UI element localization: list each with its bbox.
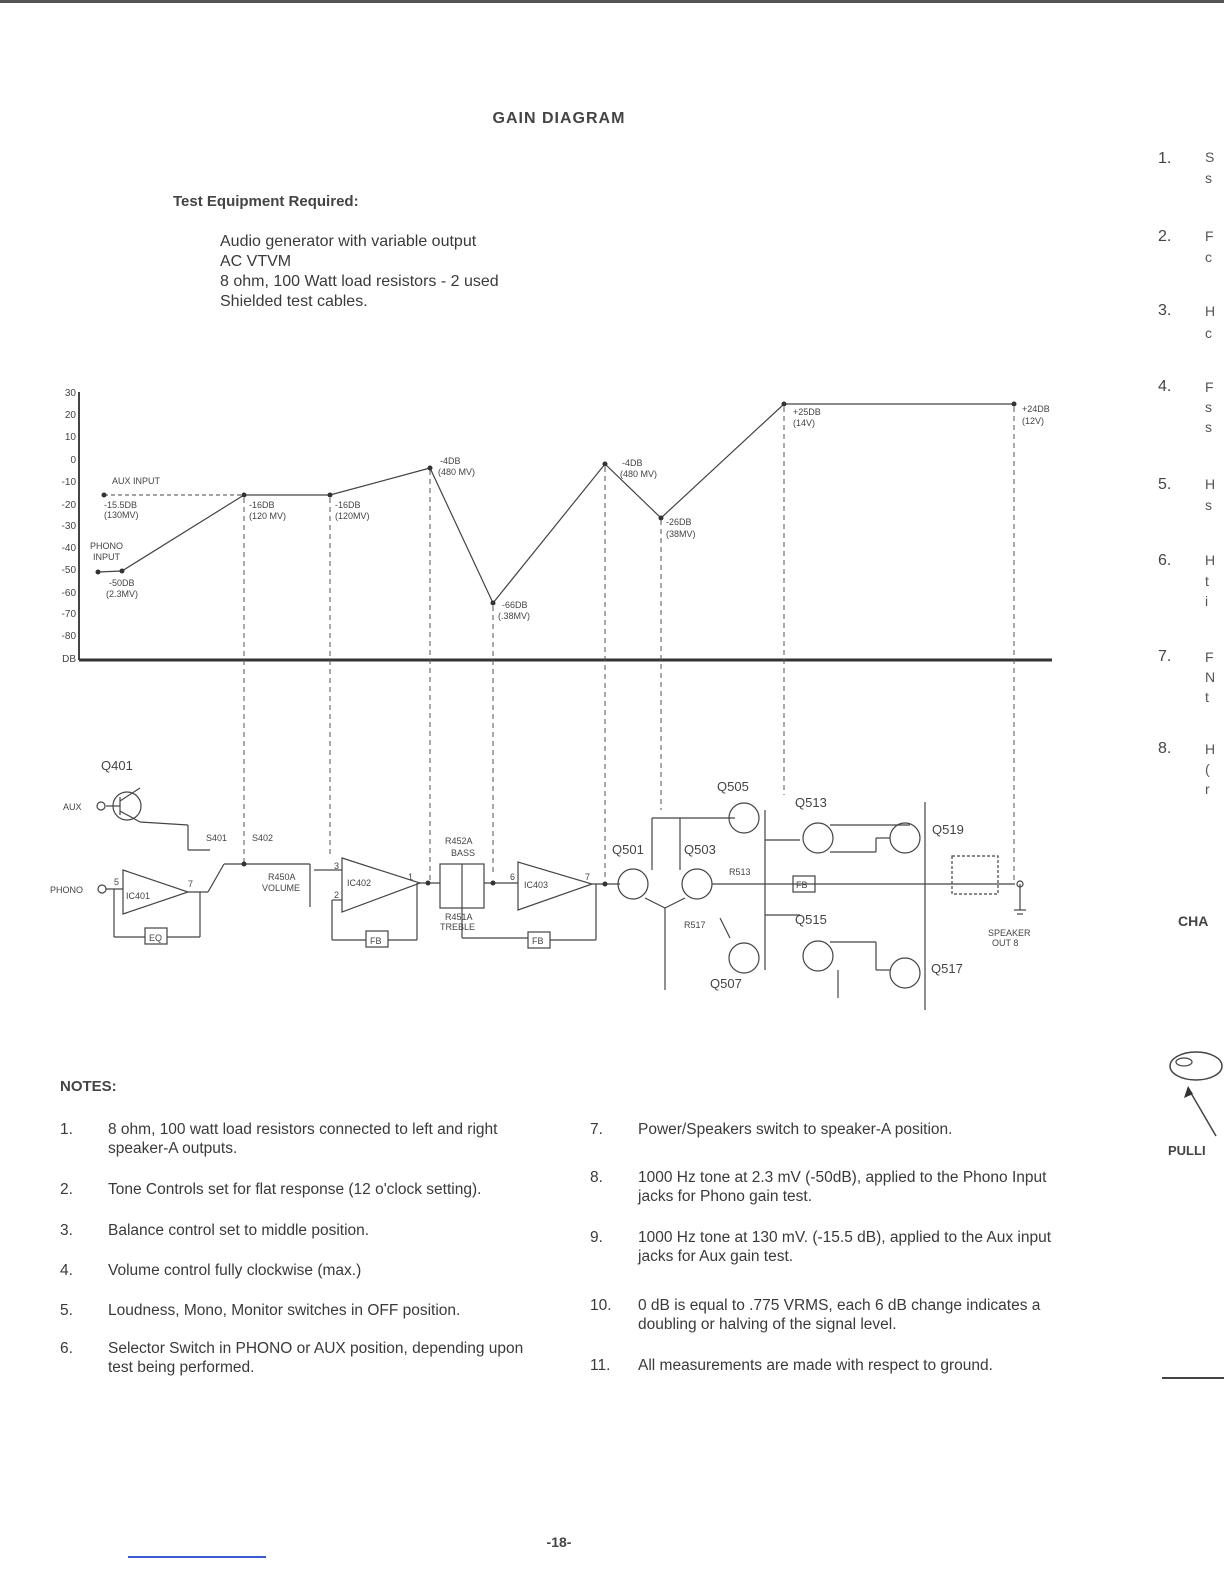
- margin-letter: t: [1205, 573, 1209, 589]
- y-tick: -30: [61, 521, 76, 532]
- bass-label: BASS: [451, 848, 476, 858]
- q519-transistor: [890, 823, 920, 853]
- level-label: -4DB: [622, 458, 643, 468]
- gain-point: [242, 493, 247, 498]
- level-label: (480 MV): [438, 467, 476, 477]
- speaker-label: SPEAKER: [988, 928, 1031, 938]
- note-number: 1.: [60, 1121, 73, 1138]
- pointer-arrow: [1184, 1086, 1193, 1098]
- y-tick: 20: [64, 410, 76, 421]
- y-tick: 10: [64, 432, 76, 443]
- gain-point: [491, 601, 496, 606]
- margin-number: 1.: [1158, 150, 1172, 167]
- s401-switch: [208, 864, 224, 892]
- note-item: [60, 1339, 540, 1377]
- gain-point: [328, 493, 333, 498]
- note-text: 8 ohm, 100 watt load resistors connected to left and right speaker-A outputs.: [108, 1121, 498, 1157]
- note-number: 11.: [590, 1357, 611, 1374]
- note-item: [60, 1301, 540, 1320]
- gain-point: [96, 570, 101, 575]
- margin-letter: s: [1205, 497, 1212, 513]
- note-number: 9.: [590, 1229, 603, 1246]
- pin-label: 5: [114, 877, 120, 887]
- note-text: Loudness, Mono, Monitor switches in OFF position.: [108, 1302, 461, 1319]
- note-text: 1000 Hz tone at 2.3 mV (-50dB), applied to the Phono Input jacks for Phono gain test.: [638, 1169, 1047, 1205]
- margin-letter: H: [1205, 552, 1216, 568]
- margin-letter: F: [1205, 649, 1214, 665]
- link-underline: [128, 1556, 266, 1558]
- gain-point: [102, 493, 107, 498]
- equipment-item: 8 ohm, 100 Watt load resistors - 2 used: [220, 273, 499, 290]
- note-number: 6.: [60, 1340, 73, 1357]
- level-label: -66DB: [502, 600, 528, 610]
- level-label: -16DB: [249, 500, 275, 510]
- margin-letter: r: [1205, 781, 1210, 797]
- margin-letter: c: [1205, 249, 1212, 265]
- fb-label: FB: [370, 936, 382, 946]
- margin-letter: S: [1205, 149, 1215, 165]
- note-number: 7.: [590, 1121, 603, 1138]
- margin-letter: F: [1205, 228, 1214, 244]
- note-item: [60, 1261, 540, 1280]
- level-label: (38MV): [666, 529, 696, 539]
- treble-label: TREBLE: [440, 922, 476, 932]
- level-label: (480 MV): [620, 469, 658, 479]
- level-label: (.38MV): [498, 611, 531, 621]
- margin-letter: s: [1205, 419, 1212, 435]
- q507-transistor: [729, 943, 759, 973]
- phono-jack: [98, 885, 106, 893]
- margin-heading: CHA: [1178, 913, 1209, 929]
- q515-label: Q515: [795, 912, 827, 927]
- r452a-label: R452A: [445, 836, 473, 846]
- aux-input-label: AUX INPUT: [112, 476, 161, 486]
- wire: [720, 918, 730, 938]
- margin-number: 3.: [1158, 302, 1172, 319]
- margin-letter: H: [1205, 303, 1216, 319]
- eq-label: EQ: [149, 933, 163, 943]
- phono-input-label: PHONO: [90, 541, 124, 551]
- page-title: GAIN DIAGRAM: [492, 110, 626, 127]
- junction-dot: [426, 881, 431, 886]
- q517-label: Q517: [931, 961, 963, 976]
- pulley-figure: [1160, 1048, 1224, 1140]
- aux-label: AUX: [63, 802, 82, 812]
- margin-rule: [1162, 1377, 1224, 1379]
- note-number: 4.: [60, 1262, 73, 1279]
- level-label: -15.5DB: [104, 500, 138, 510]
- margin-number: 8.: [1158, 740, 1172, 757]
- margin-number: 4.: [1158, 378, 1172, 395]
- note-number: 3.: [60, 1222, 73, 1239]
- q515-transistor: [803, 941, 833, 971]
- level-label: (120 MV): [249, 511, 287, 521]
- y-tick: -20: [61, 500, 76, 511]
- note-text: Tone Controls set for flat response (12 o'clock setting).: [108, 1181, 482, 1198]
- note-item: [590, 1168, 1070, 1206]
- phono-input-label: INPUT: [93, 552, 120, 562]
- note-number: 8.: [590, 1169, 603, 1186]
- fb-label: FB: [532, 936, 544, 946]
- s401-label: S401: [206, 833, 228, 843]
- y-tick: -70: [61, 609, 76, 620]
- level-label: -4DB: [440, 456, 461, 466]
- note-item: [590, 1356, 1070, 1375]
- level-label: -50DB: [109, 578, 135, 588]
- test-equipment-list: [220, 232, 499, 312]
- pulley-wheel: [1170, 1052, 1222, 1080]
- level-label: (14V): [793, 418, 816, 428]
- note-text: 1000 Hz tone at 130 mV. (-15.5 dB), applied to the Aux input jacks for Aux gain test.: [638, 1229, 1052, 1265]
- pin-label: 1: [408, 872, 414, 882]
- gain-point: [603, 462, 608, 467]
- test-equipment-heading: Test Equipment Required:: [173, 193, 359, 210]
- margin-letter: H: [1205, 476, 1216, 492]
- volume-label: VOLUME: [262, 883, 301, 893]
- pointer-line: [1188, 1088, 1216, 1136]
- notes-right-column: [590, 1120, 1070, 1375]
- margin-letter: i: [1205, 593, 1209, 609]
- phono-label: PHONO: [50, 885, 84, 895]
- ic403-label: IC403: [524, 880, 549, 890]
- margin-letter: N: [1205, 669, 1216, 685]
- pin-label: 3: [334, 861, 340, 871]
- margin-number: 7.: [1158, 648, 1172, 665]
- note-item: [60, 1221, 540, 1240]
- level-label: -16DB: [335, 500, 361, 510]
- junction-dot: [491, 881, 496, 886]
- margin-number: 6.: [1158, 552, 1172, 569]
- s402-label: S402: [252, 833, 274, 843]
- fb-label: FB: [796, 880, 808, 890]
- level-label: (12V): [1022, 416, 1045, 426]
- equipment-item: Audio generator with variable output: [220, 233, 477, 250]
- ic401-label: IC401: [126, 891, 151, 901]
- gain-diagram: [0, 370, 1080, 1020]
- ic402-label: IC402: [347, 878, 372, 888]
- level-label: (2.3MV): [106, 589, 139, 599]
- y-tick: -50: [61, 565, 76, 576]
- gain-point: [428, 466, 433, 471]
- level-label: (130MV): [104, 510, 139, 520]
- q503-transistor: [682, 869, 712, 899]
- margin-letter: H: [1205, 741, 1216, 757]
- r450a-label: R450A: [268, 872, 296, 882]
- margin-number: 2.: [1158, 228, 1172, 245]
- equipment-item: Shielded test cables.: [220, 293, 368, 310]
- wire: [645, 898, 665, 908]
- q401-label: Q401: [101, 758, 133, 773]
- pin-label: 6: [510, 872, 516, 882]
- top-border: [0, 0, 1224, 3]
- equipment-item: AC VTVM: [220, 253, 292, 270]
- pulley-hub: [1176, 1058, 1192, 1066]
- note-number: 2.: [60, 1181, 73, 1198]
- note-item: [590, 1120, 1070, 1139]
- margin-letter: s: [1205, 170, 1212, 186]
- q513-label: Q513: [795, 795, 827, 810]
- q503-label: Q503: [684, 842, 716, 857]
- q505-label: Q505: [717, 779, 749, 794]
- pin-label: 2: [334, 890, 340, 900]
- speaker-label: OUT 8: [992, 938, 1019, 948]
- y-tick: -10: [61, 477, 76, 488]
- pin-label: 7: [188, 879, 194, 889]
- y-tick: -40: [61, 543, 76, 554]
- margin-letter: s: [1205, 399, 1212, 415]
- margin-letter: t: [1205, 689, 1209, 705]
- note-number: 10.: [590, 1297, 612, 1314]
- wire: [665, 898, 685, 908]
- level-label: +24DB: [1022, 404, 1050, 414]
- page-number: -18-: [546, 1534, 572, 1550]
- note-text: All measurements are made with respect to ground.: [638, 1357, 993, 1374]
- gain-point: [782, 402, 787, 407]
- note-item: [590, 1296, 1070, 1334]
- notes-heading: NOTES:: [60, 1078, 117, 1095]
- level-label: -26DB: [666, 517, 692, 527]
- q507-label: Q507: [710, 976, 742, 991]
- note-text: Power/Speakers switch to speaker-A position.: [638, 1121, 953, 1138]
- y-tick: -60: [61, 588, 76, 599]
- margin-number: 5.: [1158, 476, 1172, 493]
- y-tick: DB: [62, 654, 76, 665]
- gain-curve: [98, 404, 1014, 603]
- q501-transistor: [618, 869, 648, 899]
- y-tick: -80: [61, 631, 76, 642]
- margin-letter: (: [1205, 761, 1210, 777]
- note-text: Selector Switch in PHONO or AUX position, depending upon test being performed.: [108, 1340, 524, 1376]
- margin-label: PULLI: [1168, 1143, 1206, 1158]
- y-tick: 0: [70, 455, 76, 466]
- level-label: +25DB: [793, 407, 821, 417]
- note-item: [60, 1180, 540, 1199]
- margin-letter: F: [1205, 379, 1214, 395]
- wire: [140, 822, 188, 825]
- y-tick: 30: [64, 388, 76, 399]
- aux-jack: [97, 802, 105, 810]
- notes-left-column: [60, 1120, 540, 1377]
- junction-dot: [242, 862, 247, 867]
- note-item: [60, 1120, 540, 1158]
- pin-label: 7: [585, 872, 591, 882]
- wire: [120, 788, 140, 801]
- note-text: 0 dB is equal to .775 VRMS, each 6 dB change indicates a doubling or halving of the signal level.: [638, 1297, 1041, 1333]
- r517-label: R517: [684, 920, 706, 930]
- gain-point: [1012, 402, 1017, 407]
- note-item: [590, 1228, 1070, 1266]
- q517-transistor: [890, 958, 920, 988]
- speaker-load: [952, 856, 998, 894]
- r451a-label: R451A: [445, 912, 473, 922]
- level-label: (120MV): [335, 511, 370, 521]
- gain-point: [120, 569, 125, 574]
- note-text: Volume control fully clockwise (max.): [108, 1262, 362, 1279]
- q501-label: Q501: [612, 842, 644, 857]
- margin-letter: c: [1205, 325, 1212, 341]
- gain-point: [659, 516, 664, 521]
- q519-label: Q519: [932, 822, 964, 837]
- q513-transistor: [803, 823, 833, 853]
- junction-dot: [603, 882, 608, 887]
- note-text: Balance control set to middle position.: [108, 1222, 370, 1239]
- note-number: 5.: [60, 1302, 73, 1319]
- r513-label: R513: [729, 867, 751, 877]
